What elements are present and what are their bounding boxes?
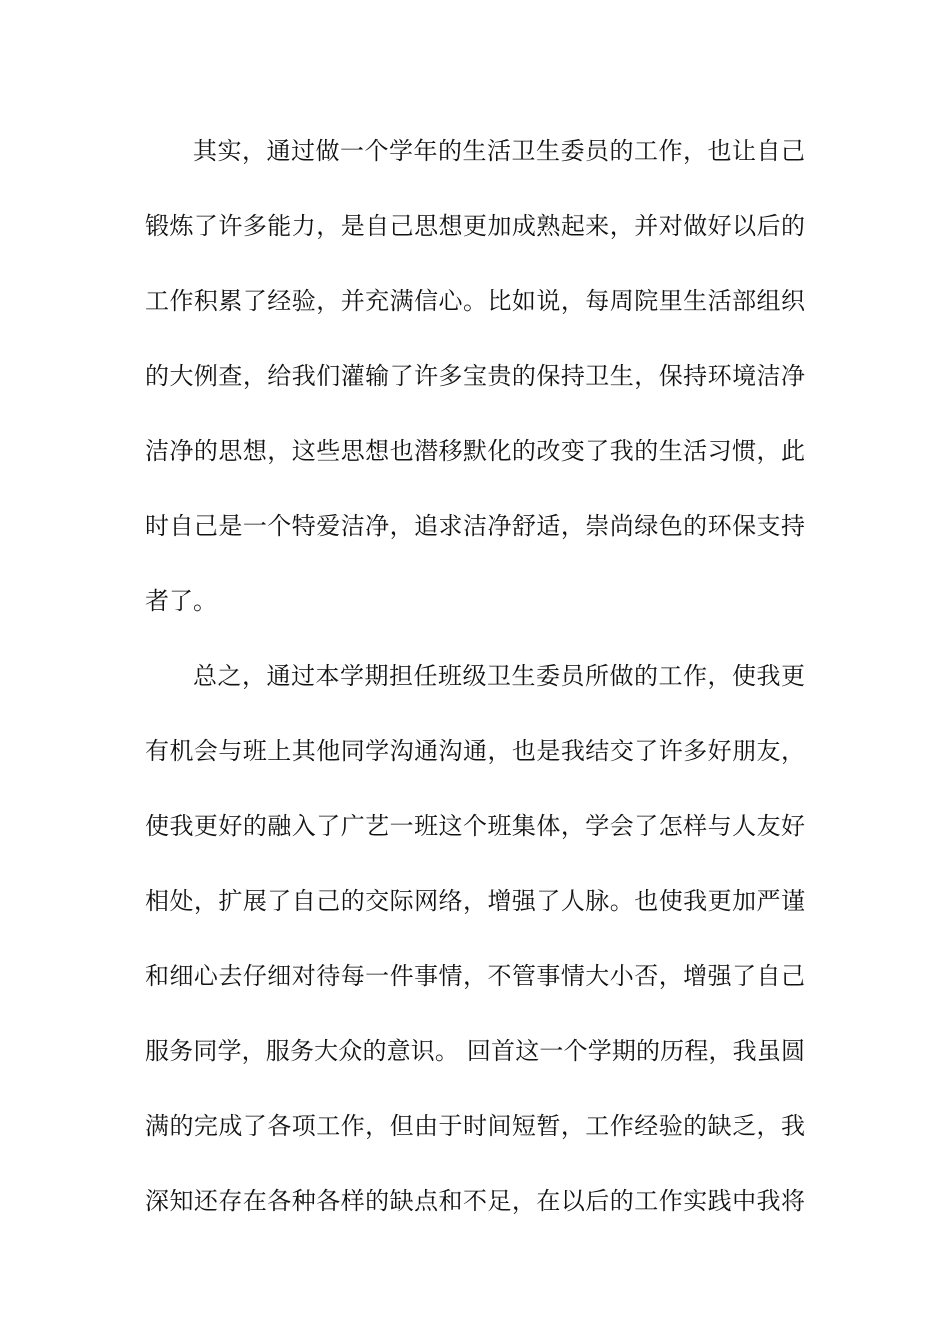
- paragraph-line: 其实，通过做一个学年的生活卫生委员的工作，也让自己: [193, 137, 805, 165]
- paragraph-line: 服务同学，服务大众的意识。 回首这一个学期的历程，我虽圆: [145, 1037, 805, 1065]
- paragraph-line: 相处，扩展了自己的交际网络，增强了人脉。也使我更加严谨: [145, 887, 805, 915]
- paragraph-line: 总之，通过本学期担任班级卫生委员所做的工作，使我更: [193, 662, 805, 690]
- paragraph-line: 深知还存在各种各样的缺点和不足，在以后的工作实践中我将: [145, 1187, 805, 1215]
- paragraph-line: 工作积累了经验，并充满信心。比如说，每周院里生活部组织: [145, 287, 805, 315]
- paragraph-line: 使我更好的融入了广艺一班这个班集体，学会了怎样与人友好: [145, 812, 805, 840]
- paragraph-line: 洁净的思想，这些思想也潜移默化的改变了我的生活习惯，此: [145, 437, 805, 465]
- paragraph-line: 的大例查，给我们灌输了许多宝贵的保持卫生，保持环境洁净: [145, 362, 805, 390]
- paragraph-line: 有机会与班上其他同学沟通沟通，也是我结交了许多好朋友，: [145, 737, 805, 765]
- paragraph-line: 满的完成了各项工作，但由于时间短暂，工作经验的缺乏，我: [145, 1112, 805, 1140]
- paragraph-line: 者了。: [145, 587, 217, 615]
- paragraph-line: 和细心去仔细对待每一件事情，不管事情大小否，增强了自己: [145, 962, 805, 990]
- paragraph-line: 时自己是一个特爱洁净，追求洁净舒适，崇尚绿色的环保支持: [145, 512, 805, 540]
- paragraph-line: 锻炼了许多能力，是自己思想更加成熟起来，并对做好以后的: [145, 212, 805, 240]
